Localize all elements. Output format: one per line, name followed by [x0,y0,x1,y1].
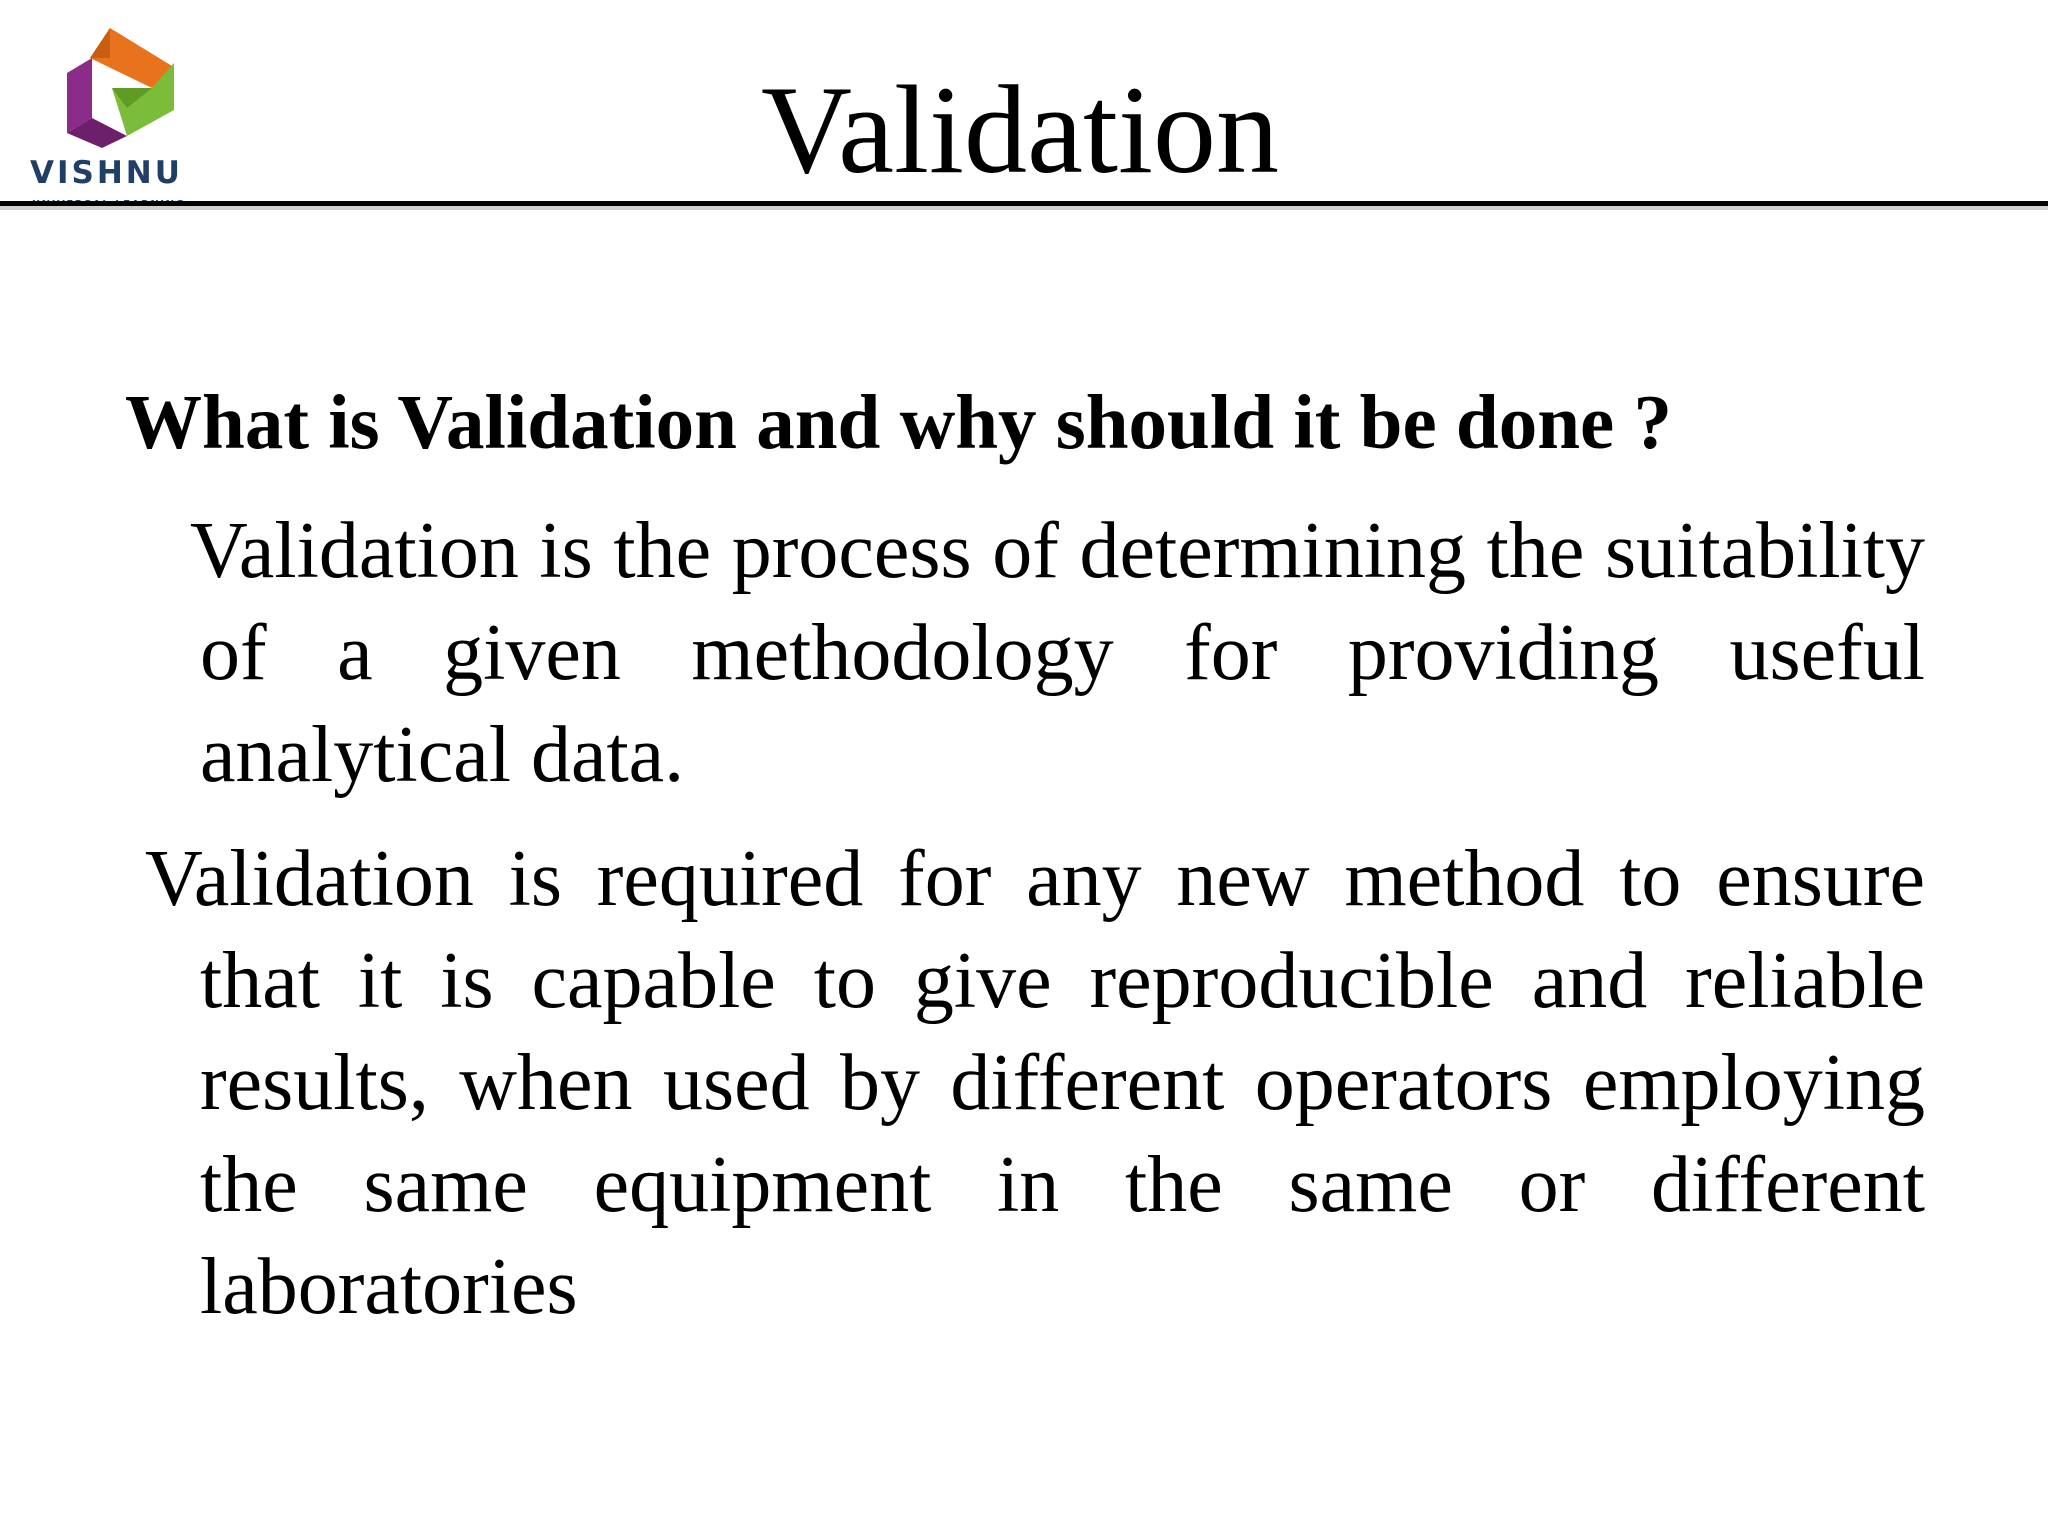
paragraph-definition: Validation is the process of determining the suitability of a given methodology for providing useful analytical data. [190,507,1925,799]
vishnu-emblem-icon [52,18,182,148]
vishnu-logo [22,18,212,198]
title-divider-shadow [0,206,2048,210]
logo-name: VISHNU [30,155,183,191]
question-heading: What is Validation and why should it be done ? [125,379,1672,465]
slide-title: Validation [761,61,1279,200]
paragraph-requirement: Validation is required for any new method to ensure that it is capable to give reproducible and reliable results, when used by different operators employing the same equipment in the same or different laboratories [145,835,1925,1331]
